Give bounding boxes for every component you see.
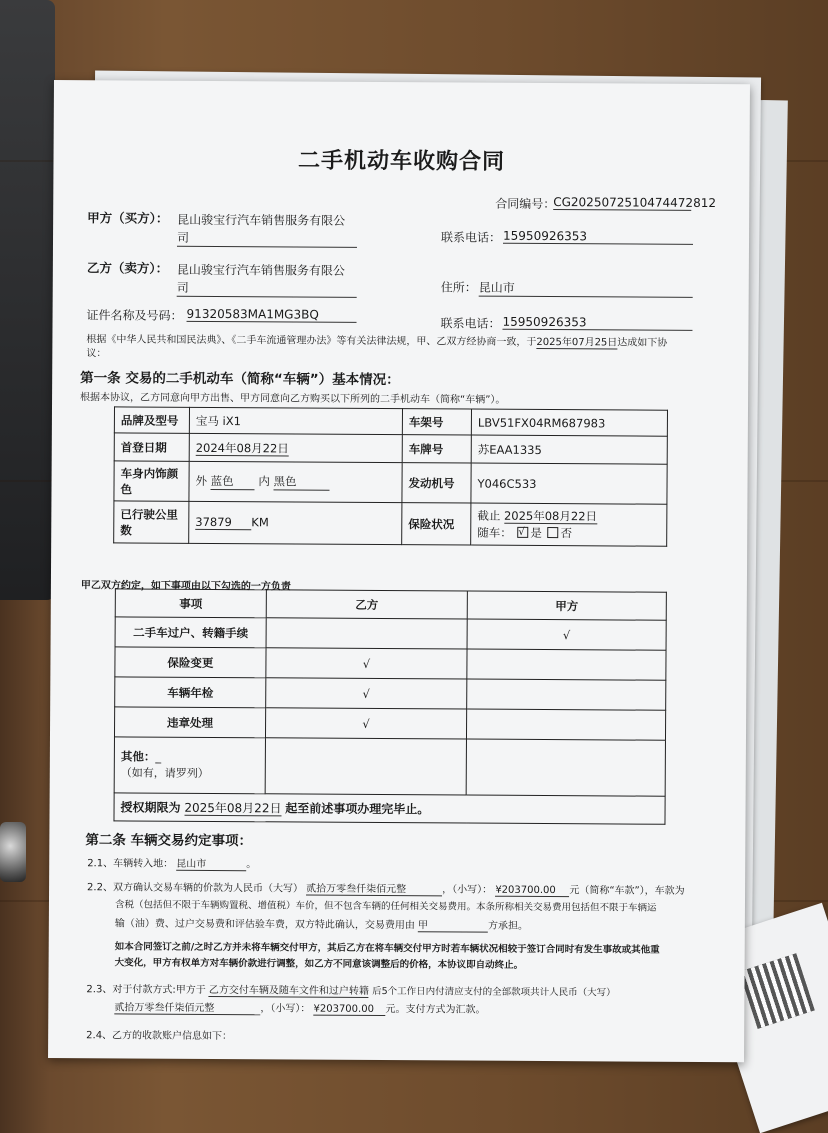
party-b-label: 乙方（卖方）：	[86, 260, 169, 276]
reg-date-value: 2024年08月22日	[195, 440, 289, 455]
clause-2-3-line2: 贰拾万零叁仟柒佰元整 ，（小写）： ¥203700.00 元。支付方式为汇款。	[114, 998, 485, 1016]
brand-label: 品牌及型号	[114, 407, 189, 433]
contract-document	[48, 80, 750, 1062]
duty-row-item: 保险变更	[115, 647, 266, 678]
duty-header-party-b: 乙方	[266, 590, 467, 619]
background-device	[0, 0, 55, 600]
reg-date-label: 首登日期	[114, 433, 189, 461]
with-car-yes-checkbox	[517, 526, 528, 537]
duty-other-note: （如有，请罗列）	[120, 766, 209, 780]
authorization-row: 授权期限为 2025年08月22日 起至前述事项办理完毕止。	[114, 793, 665, 824]
duty-header-item: 事项	[115, 589, 266, 618]
insurance-cell: 截止 2025年08月22日 随车： √ 是 否	[471, 503, 667, 546]
party-a-phone: 15950926353	[503, 229, 693, 245]
mileage-label: 已行驶公里 数	[114, 501, 189, 543]
contract-no-label: 合同编号：	[495, 196, 556, 212]
duty-row-party-b: √	[266, 648, 467, 679]
vehicle-info-table	[113, 406, 668, 546]
adjustment-clause-line1: 如本合同签订之前/之时乙方并未将车辆交付甲方，其后乙方在将车辆交付甲方时若车辆状况相较于签订合同时有发生事故或其他重	[114, 941, 660, 956]
price-uppercase: 贰拾万零叁仟柒佰元整	[306, 880, 442, 897]
preamble-line2: 议：	[86, 348, 107, 360]
clause-2-2-line3: 输（油）费、过户交易费和评估验车费，双方特此确认，交易费用由 甲 方承担。	[115, 914, 528, 933]
article1-heading: 第一条 交易的二手机动车（简称“车辆”）基本情况：	[80, 370, 400, 389]
contract-no-value: CG2025072510474472812	[553, 195, 717, 211]
payment-condition: 乙方交付车辆及随车文件和过户转籍	[208, 984, 369, 997]
duty-row-party-b: √	[266, 678, 467, 709]
transfer-city: 昆山市	[176, 855, 246, 871]
clause-2-1: 2.1、车辆转入地： 昆山市 。	[87, 854, 256, 871]
clause-2-3-line1: 2.3、对于付款方式:甲方于 乙方交付车辆及随车文件和过户转籍 后5个工作日内付清应支付的全部款项共计人民币（大写）	[86, 984, 616, 999]
background-knob	[0, 822, 26, 882]
engine-label: 发动机号	[402, 463, 471, 503]
duty-header-party-a: 甲方	[467, 591, 666, 620]
preamble-line1: 根据《中华人民共和国民法典》、《二手车流通管理办法》等有关法律法规，甲、乙双方经协商一致，于2025年07月25日达成如下协	[86, 334, 668, 349]
party-b-address: 昆山市	[479, 279, 693, 298]
mileage-unit: KM	[251, 515, 269, 530]
mileage-cell	[189, 501, 402, 544]
party-b-phone-label: 联系电话：	[440, 316, 501, 331]
party-b-id-value: 91320583MA1MG3BQ	[187, 307, 357, 323]
duty-table	[113, 588, 666, 824]
color-label: 车身内饰颜 色	[114, 461, 189, 501]
party-a-name-line2: 司	[177, 229, 357, 248]
duty-intro: 甲乙双方约定，如下事项由以下勾选的一方负责	[80, 580, 291, 593]
article1-intro: 根据本协议，乙方同意向甲方出售、甲方同意向乙方购买以下所列的二手机动车（简称“车辆”）。	[80, 392, 506, 406]
duty-row-party-a: √	[467, 619, 666, 650]
preamble-date: 2025年07月25日	[536, 336, 618, 349]
party-b-phone: 15950926353	[502, 315, 692, 331]
plate-label: 车牌号	[402, 435, 471, 463]
duty-row-item: 车辆年检	[115, 677, 266, 708]
vin-label: 车架号	[402, 409, 471, 435]
interior-color: 黑色	[273, 473, 329, 490]
party-a-label: 甲方（买方）：	[87, 210, 169, 226]
color-value: 外 蓝色 内 黑色	[189, 461, 402, 502]
duty-row-party-b	[266, 618, 467, 649]
duty-row-party-a	[467, 679, 666, 710]
duty-row-item: 违章处理	[114, 707, 265, 738]
party-b-address-label: 住所：	[440, 280, 477, 295]
duty-row-party-a	[467, 649, 666, 680]
insurance-label: 保险状况	[402, 503, 471, 545]
adjustment-clause-line2: 大变化，甲方有权单方对车辆价款进行调整，如乙方不同意该调整后的价格，本协议即自动终止。	[114, 957, 524, 971]
duty-row-party-b: √	[265, 708, 466, 739]
duty-other-value: _	[155, 749, 162, 764]
duty-other-cell: 其他：_ （如有，请罗列）	[114, 737, 265, 794]
plate-value: 苏EAA1335	[471, 435, 667, 464]
duty-row-item: 二手车过户、转籍手续	[115, 617, 266, 648]
mileage-value: 37879	[195, 515, 251, 530]
clause-2-2-line1: 2.2、双方确认交易车辆的价款为人民币（大写） 贰拾万零叁仟柒佰元整 ，（小写）： ¥203700.00 元（简称“车款”），车款为	[87, 878, 685, 898]
insurance-deadline: 2025年08月22日	[503, 508, 598, 523]
duty-row-party-a	[466, 709, 665, 740]
payment-uppercase: 贰拾万零叁仟柒佰元整	[114, 998, 260, 1015]
authorization-date: 2025年08月22日	[184, 800, 282, 816]
party-b-id-label: 证件名称及号码：	[86, 308, 183, 323]
brand-value: 宝马 iX1	[189, 407, 402, 434]
payment-lowercase: ¥203700.00	[313, 1004, 385, 1016]
with-car-no-checkbox	[548, 527, 559, 538]
vin-value: LBV51FX04RM687983	[471, 409, 667, 436]
qr-code-icon	[739, 953, 815, 1029]
engine-value: Y046C533	[471, 463, 667, 504]
fee-party: 甲	[418, 916, 488, 932]
price-lowercase: ¥203700.00	[495, 885, 569, 897]
party-a-phone-label: 联系电话：	[441, 230, 502, 245]
document-title: 二手机动车收购合同	[297, 148, 506, 175]
clause-2-2-line2: 含税（包括但不限于车辆购置税、增值税）车价，但不包含车辆的任何相关交易费用。本条所称相关交易费用包括但不限于车辆运	[114, 899, 657, 914]
exterior-color: 蓝色	[211, 473, 255, 490]
article2-heading: 第二条 车辆交易约定事项：	[85, 832, 253, 850]
party-b-name-line2: 司	[177, 279, 357, 298]
party-a-name-line1: 昆山骏宝行汽车销售服务有限公	[177, 212, 346, 228]
clause-2-4: 2.4、乙方的收款账户信息如下：	[86, 1030, 233, 1043]
party-b-name-line1: 昆山骏宝行汽车销售服务有限公	[176, 262, 345, 278]
